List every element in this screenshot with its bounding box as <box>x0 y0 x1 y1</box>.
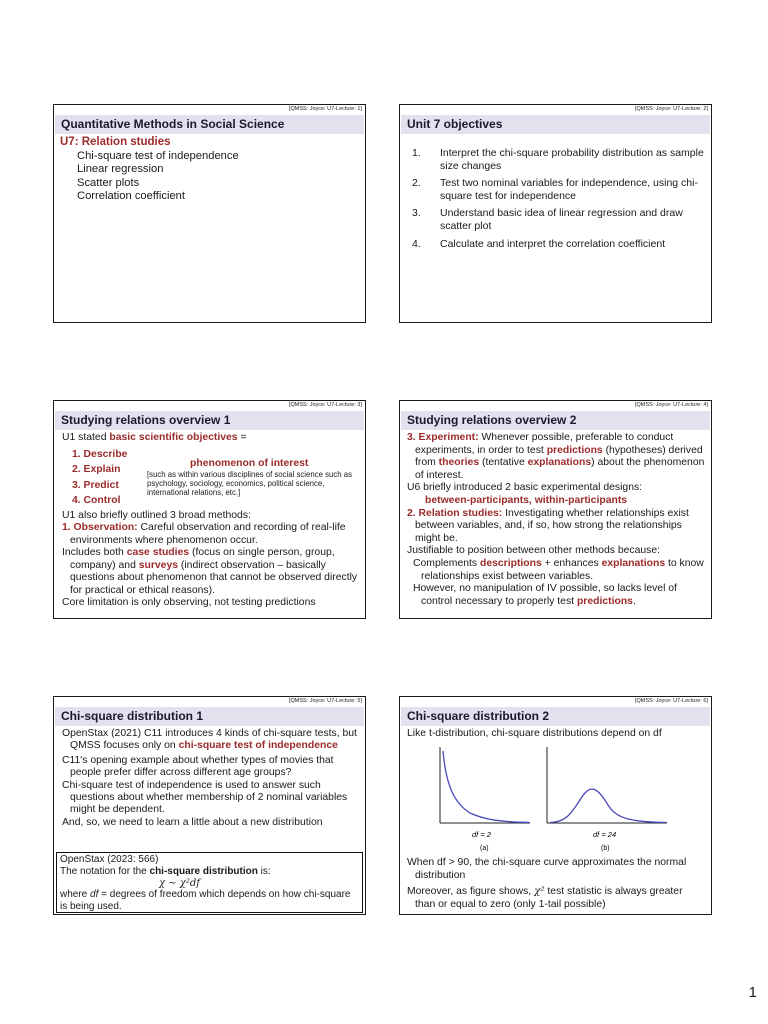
curve-df-2 <box>443 751 530 823</box>
list-item: 4. Calculate and interpret the correlation coefficient <box>412 237 666 250</box>
slide-title: Studying relations overview 1 <box>55 411 364 430</box>
slide-tag: [QMSS: Joyce: U7-Lecture: 6] <box>634 698 708 704</box>
slide-tag: [QMSS: Joyce: U7-Lecture: 3] <box>288 402 362 408</box>
phenomenon-label: phenomenon of interest <box>190 457 309 469</box>
phenomenon-note: [such as within various disciplines of social science such as psychology, sociology, economics, political science, international relations, etc.] <box>147 469 352 498</box>
slide-title: Chi-square distribution 1 <box>55 707 364 726</box>
slide-title: Unit 7 objectives <box>401 115 710 134</box>
objectives-block: 1. Describe 2. Explain 3. Predict 4. Control phenomenon of interest [such as within various disciplines of social science such as psychology, sociology, economics, political science, international relations, etc.] <box>72 448 352 506</box>
panel-b-df: df = 24 <box>593 830 617 839</box>
slide-title: Chi-square distribution 2 <box>401 707 710 726</box>
slide-5: [QMSS: Joyce: U7-Lecture: 5] Chi-square distribution 1 OpenStax (2021) C11 introduces 4 kinds of chi-square tests, but QMSS focuses only on chi-square test of independence C11's opening example about whether types of movies that people prefer differ across different age groups? Chi-square test of independence is used to answer such questions about whether membership of 2 nominal variables might be dependent. And, so, we need to learn a little about a new distribution OpenStax (2023: 566) The notation for the chi-square distribution is: χ ~ χ²df where df = degrees of freedom which depends on how chi-square is being used. <box>53 696 366 915</box>
slide-title: Quantitative Methods in Social Science <box>55 115 364 134</box>
chi-square-formula: χ ~ χ²df <box>159 878 200 889</box>
slide-4: [QMSS: Joyce: U7-Lecture: 4] Studying relations overview 2 3. Experiment: Whenever possible, preferable to conduct experiments, in order to test predictions (hypotheses) derived from theories (tentative explanations) about the phenomenon of interest. U6 briefly introduced 2 basic experimental designs: between-participants, within-participants 2. Relation studies: Investigating whether relationships exist between variables, and, if so, how strong the relationships might be. Justifiable to position between other methods because: Complements descriptions + enhances explanations to know relationships exist between variables. However, no manipulation of IV possible, so lacks level of control necessary to properly test predictions. <box>399 400 712 619</box>
list-item: Linear regression <box>77 163 164 176</box>
slide-tag: [QMSS: Joyce: U7-Lecture: 5] <box>288 698 362 704</box>
objectives-list <box>406 147 705 250</box>
slide-2 <box>399 104 712 323</box>
list-item: 1. Interpret the chi-square probability distribution as sample size changes <box>412 147 704 172</box>
slide-title: Studying relations overview 2 <box>401 411 710 430</box>
list-item: Chi-square test of independence <box>77 149 239 162</box>
panel-a-df: df = 2 <box>472 830 491 839</box>
page-number: 1 <box>748 984 757 1001</box>
slide-1 <box>53 104 366 323</box>
slide-3: [QMSS: Joyce: U7-Lecture: 3] Studying relations overview 1 U1 stated basic scientific objectives = 1. Describe 2. Explain 3. Predict 4. Control phenomenon of interest [such as within various disciplines of social science such as psychology, sociology, economics, political science, international relations, etc.] U1 also briefly outlined 3 broad methods: 1. Observation: Careful observation and recording of real-life environments where phenomenon occur. Includes both case studies (focus on single person, group, company) and surveys (indirect observation – basically questions about phenomenon that cannot be observed directly for practical or ethical reasons). Core limitation is only observing, not testing predictions <box>53 400 366 619</box>
slide-tag: [QMSS: Joyce: U7-Lecture: 4] <box>634 402 708 408</box>
list-item: 2. Test two nominal variables for independence, using chi-square test for independence <box>412 177 698 202</box>
slide-heading: U7: Relation studies <box>60 136 171 148</box>
list-item: Scatter plots <box>77 176 140 189</box>
list-item: Correlation coefficient <box>77 190 185 203</box>
notation-box: OpenStax (2023: 566) The notation for the chi-square distribution is: χ ~ χ²df where df = degrees of freedom which depends on how chi-square is being used. <box>56 852 363 913</box>
list-item: 3. Understand basic idea of linear regression and draw scatter plot <box>412 207 683 233</box>
objectives-intro: U1 stated basic scientific objectives = <box>62 432 247 443</box>
slide-tag: [QMSS: Joyce: U7-Lecture: 2] <box>634 106 708 112</box>
chi-square-curves-figure <box>430 745 670 853</box>
curve-df-24 <box>550 789 667 823</box>
slide-6: [QMSS: Joyce: U7-Lecture: 6] Chi-square distribution 2 Like t-distribution, chi-square distributions depend on df df = 2 (a) df = 24 (b) When df > 90, the chi-square curve approximates the normal distribution Moreover, as figure shows, χ² test statistic is always greater than or equal to zero (only 1-tail possible) <box>399 696 712 915</box>
slide-tag: [QMSS: Joyce: U7-Lecture: 1] <box>288 106 362 112</box>
panel-b-label: (b) <box>601 845 610 852</box>
panel-a-label: (a) <box>480 845 489 852</box>
